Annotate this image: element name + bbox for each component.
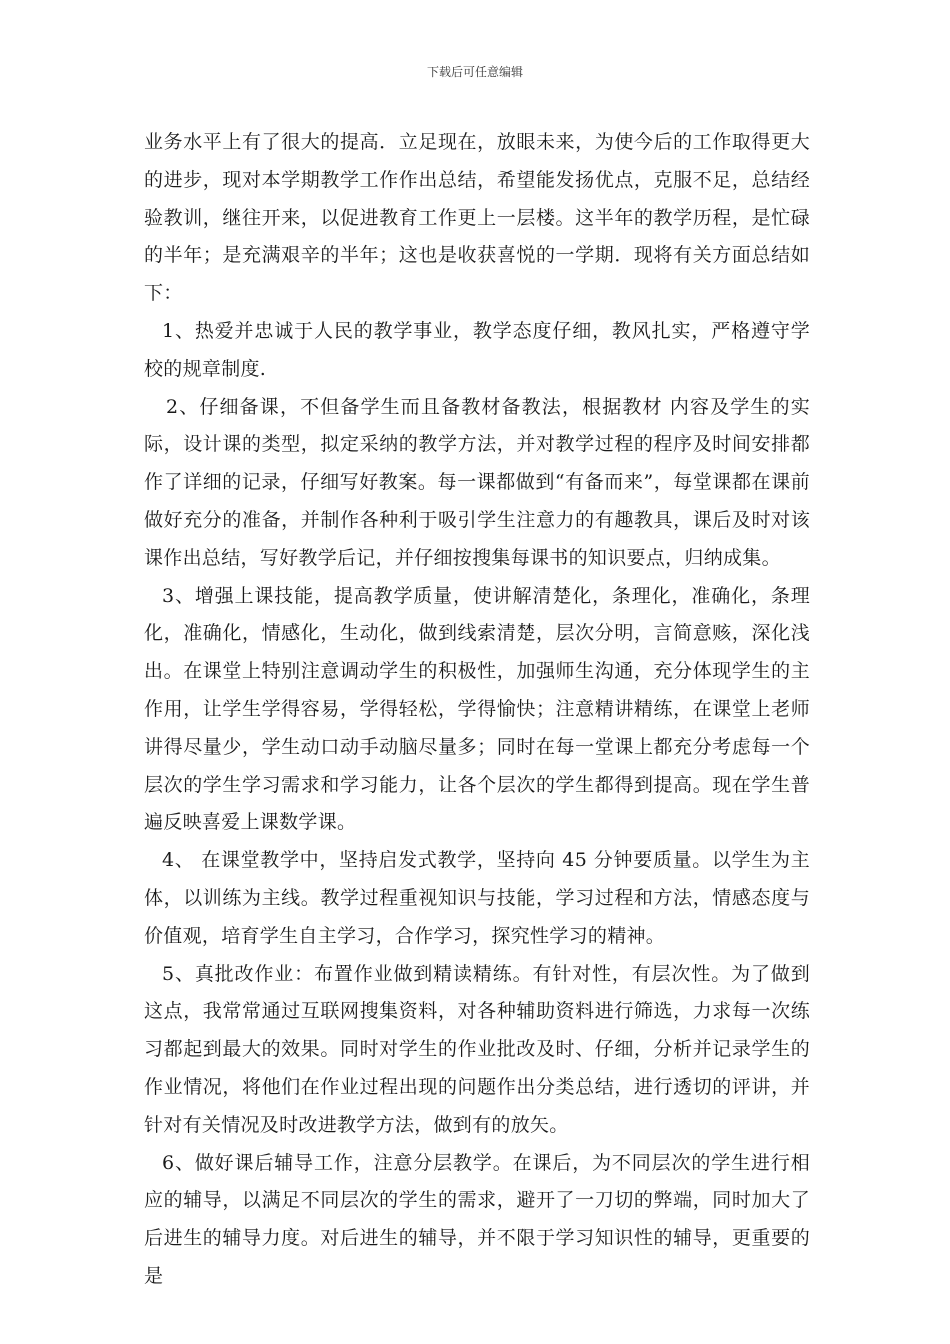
paragraph-item-3: 3、增强上课技能，提高教学质量，使讲解清楚化，条理化，准确化，条理化，准确化，情感化，生动化，做到线索清楚，层次分明，言简意赅，深化浅出。在课堂上特别注意调动学生的积极性，加强师生沟通，充分体现学生的主作用，让学生学得容易，学得轻松，学得愉快；注意精讲精练，在课堂上老师讲得尽量少，学生动口动手动脑尽量多；同时在每一堂课上都充分考虑每一个层次的学生学习需求和学习能力，让各个层次的学生都得到提高。现在学生普遍反映喜爱上课数学课。: [144, 584, 810, 834]
paragraph-intro: 业务水平上有了很大的提高．立足现在，放眼未来，为使今后的工作取得更大的进步，现对本学期教学工作作出总结，希望能发扬优点，克服不足，总结经验教训，继往开来，以促进教育工作更上一层楼。这半年的教学历程，是忙碌的半年；是充满艰辛的半年；这也是收获喜悦的一学期．现将有关方面总结如下：: [144, 131, 810, 305]
page-header: 下载后可任意编辑: [426, 65, 523, 79]
paragraph-item-2: 2、仔细备课，不但备学生而且备教材备教法，根据教材 内容及学生的实际，设计课的类型，拟定采纳的教学方法，并对教学过程的程序及时间安排都作了详细的记录，仔细写好教案。每一课都做到“有备而来”，每堂课都在课前做好充分的准备，并制作各种利于吸引学生注意力的有趣教具，课后及时对该课作出总结，写好教学后记，并仔细按搜集每课书的知识要点，归纳成集。: [144, 395, 810, 569]
paragraph-item-1: 1、热爱并忠诚于人民的教学事业，教学态度仔细，教风扎实，严格遵守学校的规章制度.: [144, 319, 810, 380]
paragraph-item-6: 6、做好课后辅导工作，注意分层教学。在课后，为不同层次的学生进行相应的辅导，以满足不同层次的学生的需求，避开了一刀切的弊端，同时加大了后进生的辅导力度。对后进生的辅导，并不限于学习知识性的辅导，更重要的是: [144, 1151, 810, 1287]
paragraph-item-5: 5、真批改作业：布置作业做到精读精练。有针对性，有层次性。为了做到这点，我常常通过互联网搜集资料，对各种辅助资料进行筛选，力求每一次练习都起到最大的效果。同时对学生的作业批改及时、仔细，分析并记录学生的作业情况，将他们在作业过程出现的问题作出分类总结，进行透切的评讲，并针对有关情况及时改进教学方法，做到有的放矢。: [144, 962, 810, 1136]
paragraph-item-4: 4、 在课堂教学中，坚持启发式教学，坚持向 45 分钟要质量。以学生为主体，以训练为主线。教学过程重视知识与技能，学习过程和方法，情感态度与价值观，培育学生自主学习，合作学习，探究性学习的精神。: [144, 849, 810, 947]
document-body: [144, 124, 810, 1296]
